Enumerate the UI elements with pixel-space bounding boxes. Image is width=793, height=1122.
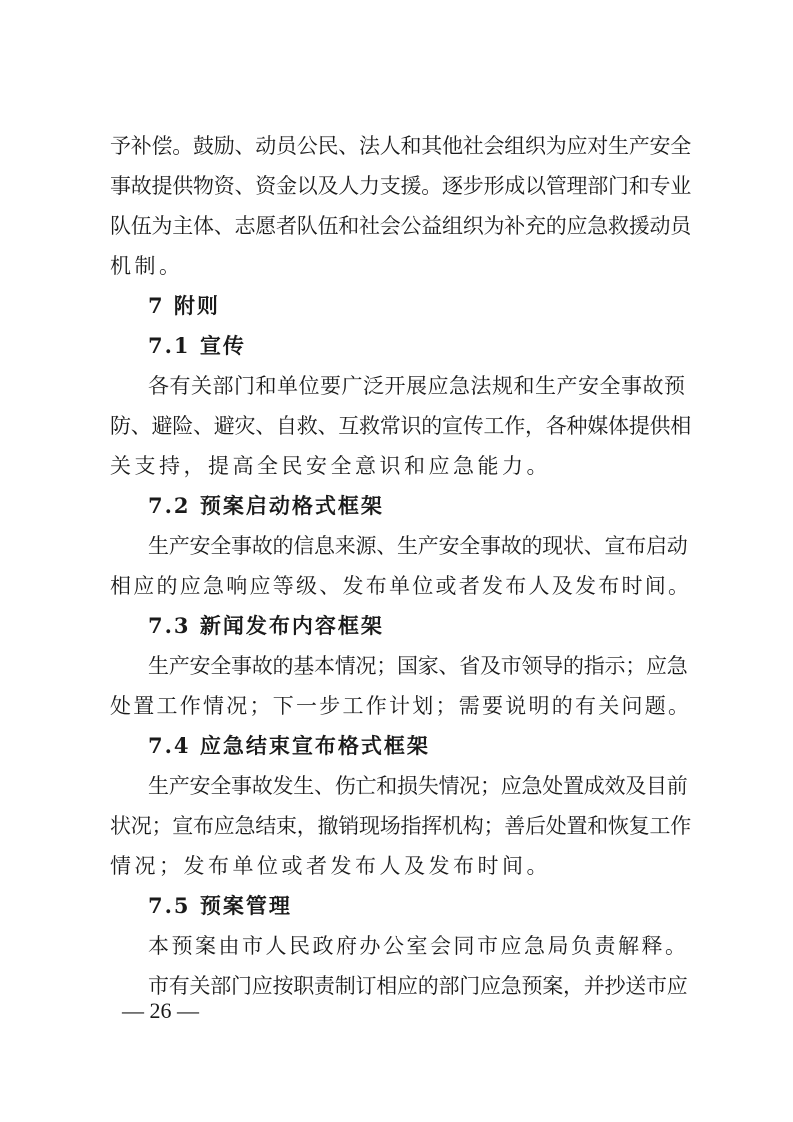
section-heading-7-2: 7.2 预案启动格式框架 [148, 493, 384, 518]
body-text-line: 生产安全事故的基本情况；国家、省及市领导的指示；应急 [148, 654, 688, 678]
body-text-line: 各有关部门和单位要广泛开展应急法规和生产安全事故预 [148, 374, 686, 398]
body-text-line: 状况；宣布应急结束，撤销现场指挥机构；善后处置和恢复工作 [110, 814, 691, 838]
section-heading-7-5: 7.5 预案管理 [148, 893, 292, 918]
body-text-line: 本预案由市人民政府办公室会同市应急局负责解释。 [148, 934, 689, 958]
section-heading-7: 7 附则 [148, 293, 220, 318]
body-text-line: 情况；发布单位或者发布人及发布时间。 [110, 854, 551, 878]
body-text-line: 事故提供物资、资金以及人力支援。逐步形成以管理部门和专业 [110, 174, 691, 198]
body-text-line: 处置工作情况；下一步工作计划；需要说明的有关问题。 [110, 694, 692, 718]
body-text-line: 队伍为主体、志愿者队伍和社会公益组织为补充的应急救援动员 [110, 214, 691, 238]
body-text-line: 生产安全事故的信息来源、生产安全事故的现状、宣布启动 [148, 534, 688, 558]
body-text-line: 相应的应急响应等级、发布单位或者发布人及发布时间。 [110, 574, 692, 598]
section-heading-7-4: 7.4 应急结束宣布格式框架 [148, 733, 430, 758]
section-heading-7-3: 7.3 新闻发布内容框架 [148, 613, 384, 638]
body-text-line: 生产安全事故发生、伤亡和损失情况；应急处置成效及目前 [148, 774, 688, 798]
body-text-line: 关支持，提高全民安全意识和应急能力。 [110, 454, 551, 478]
body-text-line: 市有关部门应按职责制订相应的部门应急预案，并抄送市应 [148, 974, 688, 998]
body-text-line: 防、避险、避灾、自救、互救常识的宣传工作，各种媒体提供相 [110, 414, 691, 438]
body-text-line: 予补偿。鼓励、动员公民、法人和其他社会组织为应对生产安全 [110, 134, 691, 158]
section-heading-7-1: 7.1 宣传 [148, 333, 246, 358]
page-number: — 26 — [122, 998, 199, 1023]
body-text-line: 机制。 [110, 254, 184, 278]
